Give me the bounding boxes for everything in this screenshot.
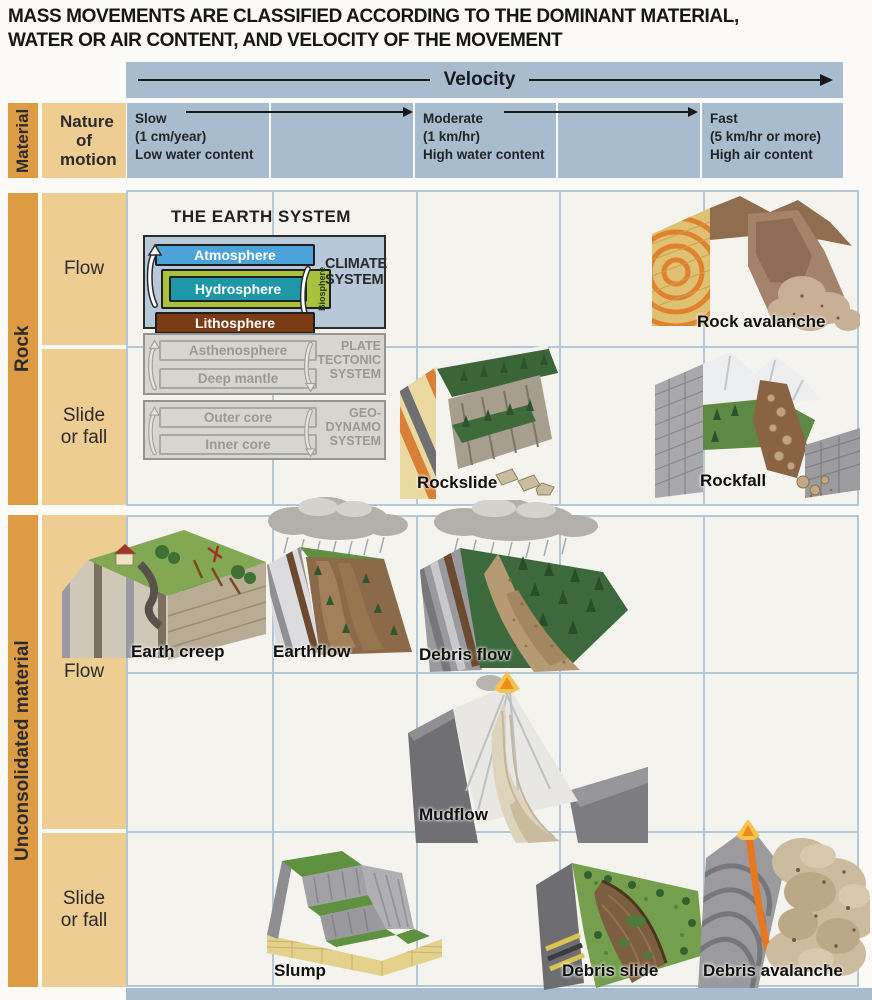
- cycle-arrow-up-icon: [145, 339, 161, 391]
- rock-slide-or-fall-label: Slide or fall: [60, 405, 108, 448]
- asthenosphere-layer: Asthenosphere: [159, 340, 317, 361]
- debris-flow-caption: Debris flow: [419, 645, 511, 664]
- lithosphere-layer: Lithosphere: [155, 312, 315, 334]
- slow-content-label: Low water content: [135, 147, 254, 163]
- cycle-arrow-up-icon: [144, 243, 162, 309]
- geodynamo-system-label: GEO-DYNAMO SYSTEM: [325, 406, 381, 448]
- debris-avalanche-caption: Debris avalanche: [703, 961, 843, 980]
- rockfall-caption: Rockfall: [700, 471, 767, 490]
- inner-core-layer: Inner core: [159, 434, 317, 455]
- geodynamo-system-box: [143, 400, 386, 460]
- moderate-content-label: High water content: [423, 147, 545, 163]
- earthflow-caption: Earthflow: [273, 642, 351, 661]
- nature-of-motion-header: [42, 103, 126, 178]
- slow-to-moderate-arrowhead-icon: [403, 107, 413, 117]
- earth-system-title: THE EARTH SYSTEM: [171, 207, 351, 226]
- cycle-arrow-down-icon: [301, 408, 317, 458]
- velocity-axis-label: Velocity: [443, 69, 516, 90]
- plate-tectonic-system-label: PLATE TECTONIC SYSTEM: [317, 339, 381, 381]
- figure-title: [8, 5, 868, 54]
- cycle-arrow-up-icon: [145, 406, 161, 456]
- biosphere-label: Biosphere: [317, 266, 327, 311]
- nature-of-motion-label: Nature of motion: [60, 111, 117, 170]
- slow-rate-label: (1 cm/year): [135, 129, 207, 145]
- figure-title-line2: WATER OR AIR CONTENT, AND VELOCITY OF THE MOVEMENT: [8, 30, 563, 52]
- mudflow-caption: Mudflow: [419, 805, 488, 824]
- column-header-fast: [702, 103, 843, 178]
- earthflow-illustration: [262, 497, 417, 659]
- velocity-axis-line: [138, 79, 430, 82]
- climate-system-label: CLIMATE SYSTEM: [325, 256, 387, 289]
- rock-flow-label: Flow: [63, 258, 105, 279]
- unconsolidated-slide-or-fall-label: Slide or fall: [60, 888, 108, 931]
- fast-rate-label: (5 km/hr or more): [710, 129, 822, 145]
- rock-slide-or-fall-cell: [42, 349, 126, 505]
- cycle-arrow-down-icon: [301, 341, 317, 393]
- plate-tectonic-system-box: [143, 333, 386, 395]
- moderate-rate-label: (1 km/hr): [423, 129, 481, 145]
- rock-avalanche-caption: Rock avalanche: [697, 312, 826, 331]
- slow-to-moderate-arrow: [186, 111, 403, 113]
- figure-title-line1: MASS MOVEMENTS ARE CLASSIFIED ACCORDING TO THE DOMINANT MATERIAL,: [8, 6, 739, 27]
- slump-caption: Slump: [274, 961, 326, 980]
- unconsolidated-flow-label: Flow: [63, 661, 105, 682]
- rain-cloud-icon: [268, 497, 408, 557]
- moderate-speed-label: Moderate: [423, 111, 484, 126]
- climate-system-box: [143, 235, 386, 329]
- row-group-rock: Rock: [8, 193, 38, 505]
- atmosphere-layer: Atmosphere: [155, 244, 315, 266]
- rockslide-caption: Rockslide: [417, 473, 498, 492]
- velocity-axis-band: [126, 62, 843, 98]
- fast-content-label: High air content: [710, 147, 813, 163]
- slump-illustration: [262, 843, 447, 978]
- moderate-to-fast-arrowhead-icon: [688, 107, 698, 117]
- outer-core-layer: Outer core: [159, 407, 317, 428]
- earth-creep-caption: Earth creep: [131, 642, 225, 661]
- velocity-arrowhead-icon: [820, 74, 833, 86]
- moderate-to-fast-arrow: [504, 111, 688, 113]
- debris-slide-caption: Debris slide: [562, 961, 659, 980]
- material-axis-header: Material: [8, 103, 38, 178]
- fast-speed-label: Fast: [710, 111, 738, 126]
- earth-creep-illustration: [62, 520, 267, 660]
- unconsolidated-slide-or-fall-cell: [42, 833, 126, 987]
- velocity-axis-line: [529, 79, 821, 82]
- column-header-spacer: [558, 103, 700, 178]
- row-group-unconsolidated: Unconsolidated material: [8, 515, 38, 987]
- column-header-slow: [127, 103, 269, 178]
- rock-flow-cell: [42, 193, 126, 345]
- column-header-moderate: [415, 103, 556, 178]
- bottom-border-strip: [126, 988, 872, 1000]
- slow-speed-label: Slow: [135, 111, 167, 126]
- hydrosphere-layer: Hydrosphere: [169, 276, 307, 302]
- deep-mantle-layer: Deep mantle: [159, 368, 317, 389]
- column-header-spacer: [271, 103, 413, 178]
